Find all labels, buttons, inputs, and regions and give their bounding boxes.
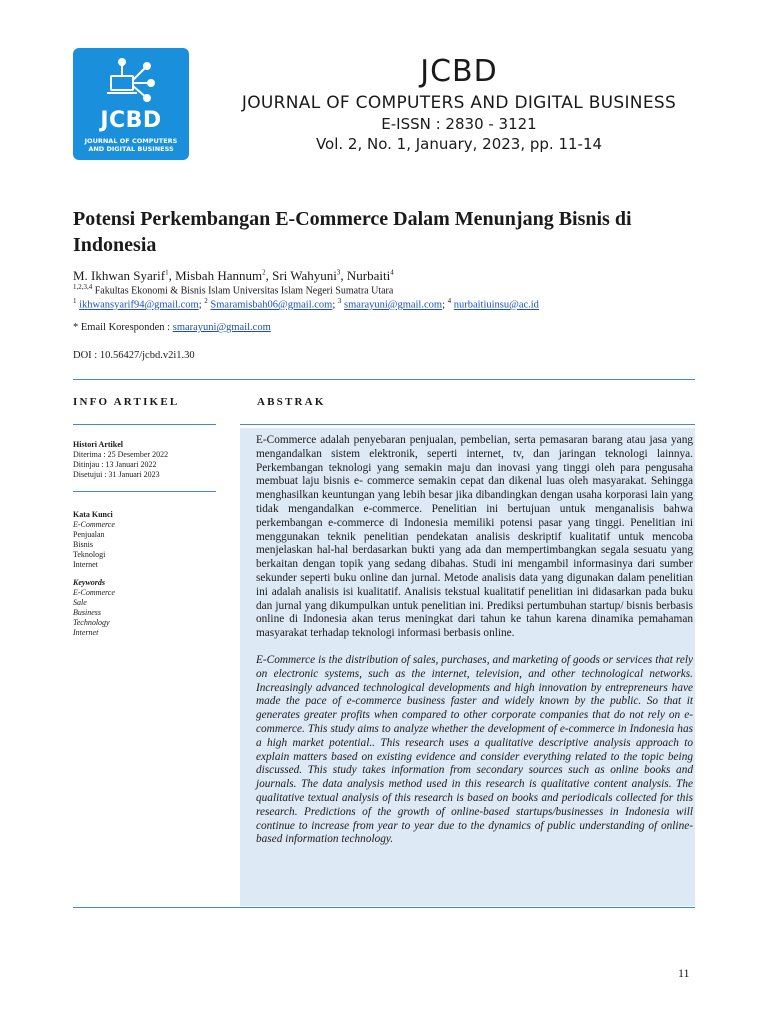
author-name: M. Ikhwan Syarif — [73, 268, 166, 283]
author-emails: $^1$ ikhwansyarif94@gmail.com; $^2$ Smaramisbah06@gmail.com; $^3$ smarayuni@gmail.com; $^4$ nurbaitiuinsu@ac.id — [73, 297, 539, 311]
abstract-english: E-Commerce is the distribution of sales, purchases, and marketing of goods or services that rely on electronic systems, such as the internet, television, and other technological networks. Increasingly advanced technological developments and high innovation by entrepreneurs have made the pace of e-commerce business faster and widely known by the public. So that it generates greater profits when compared to other corporate companies that do not rely on e-commerce. This study aims to analyze whether the development of e-commerce in Indonesia has a high market potential.. This research uses a qualitative descriptive analysis approach to explain matters based on existing evidence and consider everything related to the topic being discussed. This study takes information from secondary sources such as online books and journals. The data analysis method used in this research is qualitative content analysis. The qualitative textual analysis of this research is based on books and periodicals collected for this research. Predictions of the growth of online-based startups/businesses in Indonesia will continue to increase from year to year due to the dynamics of public understanding of online-based information technology. — [256, 653, 693, 846]
author-name: Sri Wahyuni — [272, 268, 337, 283]
journal-issn: E-ISSN : 2830 - 3121 — [381, 115, 537, 133]
divider — [240, 424, 695, 425]
journal-abbreviation: JCBD — [420, 54, 498, 89]
divider — [73, 424, 216, 425]
author-list: M. Ikhwan Syarif$^1$, Misbah Hannum$^2$, Sri Wahyuni$^3$, Nurbaiti$^4$ — [73, 268, 394, 283]
email-link[interactable]: smarayuni@gmail.com — [344, 299, 443, 311]
journal-volume: Vol. 2, No. 1, January, 2023, pp. 11-14 — [315, 135, 603, 153]
author-name: Misbah Hannum — [175, 268, 263, 283]
email-link[interactable]: nurbaitiuinsu@ac.id — [453, 299, 539, 311]
abstract-box — [240, 428, 695, 906]
corresponding-email-link[interactable]: smarayuni@gmail.com — [172, 322, 271, 333]
info-heading: INFO ARTIKEL — [73, 396, 180, 408]
article-title: Potensi Perkembangan E-Commerce Dalam Menunjang Bisnis di Indonesia — [73, 208, 632, 256]
journal-logo — [73, 48, 189, 160]
corresponding-email: * Email Koresponden : smarayuni@gmail.com — [73, 322, 271, 333]
email-link[interactable]: ikhwansyarif94@gmail.com — [79, 299, 199, 311]
keywords-en: Keywords E-Commerce Sale Business Technology Internet — [73, 578, 115, 637]
author-name: Nurbaiti — [346, 268, 391, 283]
network-icon — [103, 56, 159, 106]
logo-title: JCBD — [100, 108, 162, 133]
email-link[interactable]: Smaramisbah06@gmail.com — [210, 299, 333, 311]
page-number: 11 — [678, 966, 690, 980]
masthead — [190, 52, 728, 154]
doi: DOI : 10.56427/jcbd.v2i1.30 — [73, 350, 195, 361]
article-history: Histori Artikel Diterima : 25 Desember 2022 Ditinjau : 13 Januari 2022 Disetujui : 31 Januari 2023 — [73, 440, 169, 479]
divider — [73, 379, 695, 380]
keywords-id: Kata Kunci E-Commerce Penjualan Bisnis Teknologi Internet — [73, 510, 115, 569]
abstract-heading: ABSTRAK — [257, 396, 326, 408]
logo-subtitle: JOURNAL OF COMPUTERS AND DIGITAL BUSINESS — [84, 137, 178, 153]
author-affiliation: $^{1,2,3,4}$ Fakultas Ekonomi & Bisnis Islam Universitas Islam Negeri Sumatra Utara — [73, 283, 394, 297]
abstract-indonesian: E-Commerce adalah penyebaran penjualan, pembelian, serta pemasaran barang atau jasa yang mengandalkan sistem elektronik, seperti internet, tv, dan jaringan teknologi lainnya. Perkembangan teknologi yang semakin maju dan inovasi yang tinggi oleh para pengusaha membuat laju bisnis e- commerce semakin cepat dan dikenal luas oleh masyarakat. Sehingga menghasilkan keuntungan yang lebih besar jika dibandingkan dengan usaha korporasi lain yang tidak mengandalkan e-commerce. Penelitian ini bertujuan untuk menganalisis bahwa perkembangan e-commerce di Indonesia memiliki potensi pasar yang tinggi. Penelitian ini menggunakan teknik penelitian pendekatan analisis deskriptif kualitatif untuk mencoba menjelaskan hal-hal berdasarkan bukti yang ada dan mempertimbangkan segala sesuatu yang berkaitan dengan topik yang sedang dibahas. Studi ini mengambil informasinya dari sumber sekunder seperti buku online dan jurnal. Metode analisis data yang digunakan dalam penelitian ini adalah analisis isi kualitatif. Analisis tekstual kualitatif penelitian ini didasarkan pada buku dan jurnal yang dikumpulkan untuk penelitian ini. Prediksi pertumbuhan startup/ bisnis berbasis online di Indonesia akan terus meningkat dari tahun ke tahun karena dinamika pemahaman masyarakat terhadap teknologi informasi berbasis online. — [256, 434, 693, 640]
divider — [73, 907, 695, 908]
divider — [73, 491, 216, 492]
journal-name: JOURNAL OF COMPUTERS AND DIGITAL BUSINESS — [241, 93, 677, 113]
